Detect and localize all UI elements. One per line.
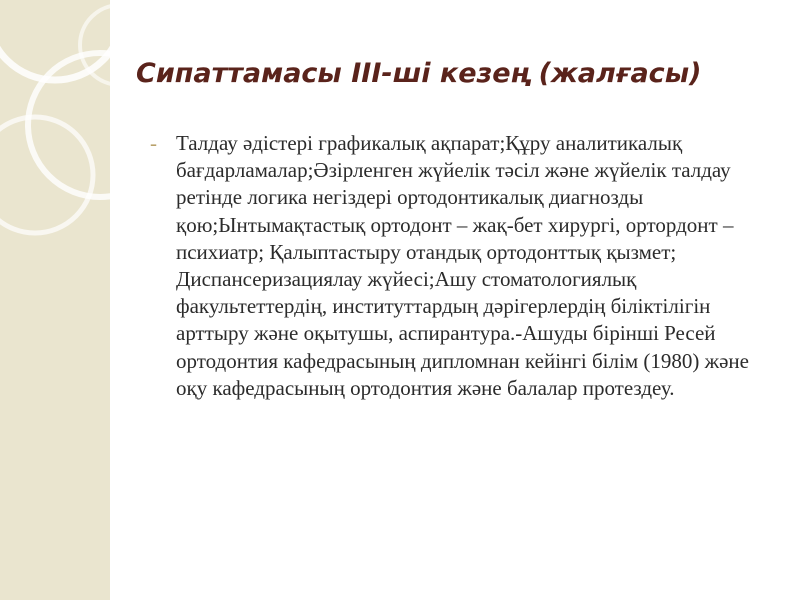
bullet-list	[150, 130, 760, 402]
bullet-marker: -	[150, 131, 157, 155]
decorative-rings	[0, 0, 110, 600]
bullet-item	[150, 130, 760, 402]
bullet-text: Талдау әдістері графикалық ақпарат;Құру аналитикалық бағдарламалар;Әзірленген жүйелік тәсіл және жүйелік талдау ретінде логика негіздері ортодонтикалық диагнозды қою;Ынтымақтастық ортодонт – жақ-бет хирургі, ортордонт –психиатр; Қалыптастыру отандық ортодонттық қызмет; Диспансеризациялау жүйесі;Ашу стоматологиялық факультеттердің, институттардың дәрігерлердің біліктілігін арттыру және оқытушы, аспирантура.-Ашуды бірінші Ресей ортодонтия кафедрасының дипломнан кейінгі білім (1980) және оқу кафедрасының ортодонтия және балалар протездеу.	[176, 131, 749, 400]
slide-title: Сипаттамасы III-ші кезең (жалғасы)	[136, 58, 702, 89]
decorative-side-band	[0, 0, 110, 600]
